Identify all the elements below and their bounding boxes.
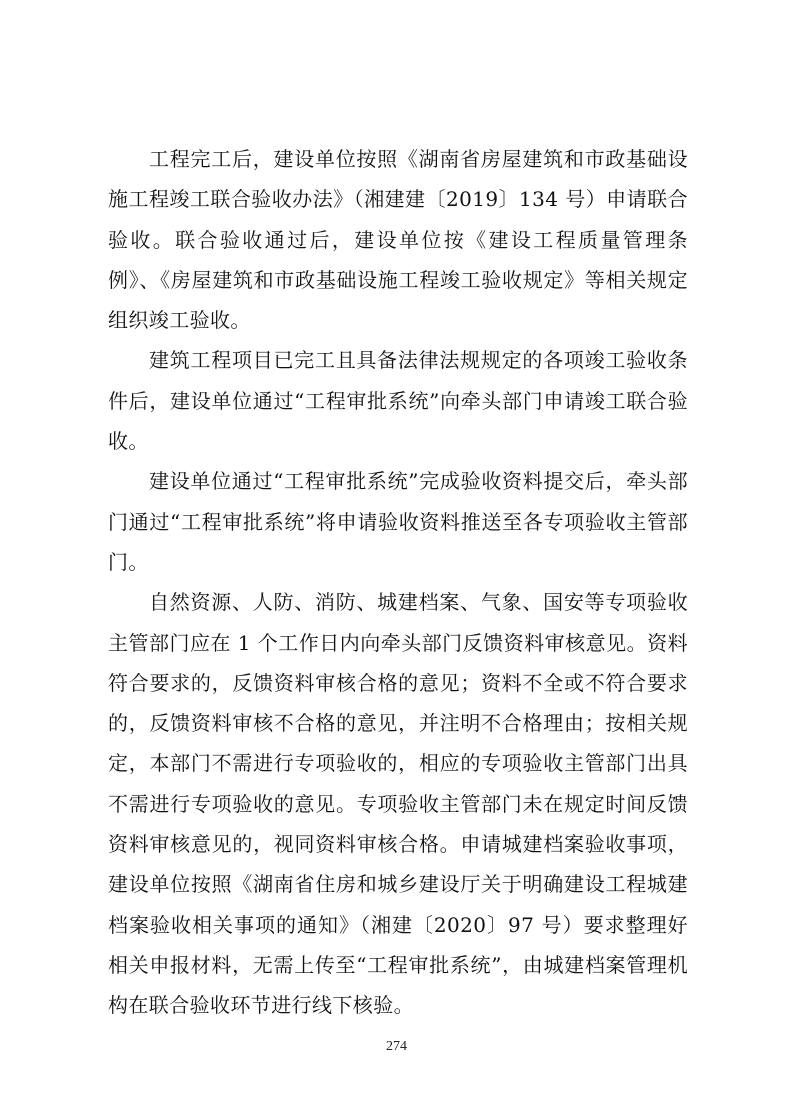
paragraph-4: 自然资源、人防、消防、城建档案、气象、国安等专项验收主管部门应在 1 个工作日内向牵头部门反馈资料审核意见。资料符合要求的，反馈资料审核合格的意见；资料不全或不符合要求的，反馈资料审核不合格的意见，并注明不合格理由；按相关规定，本部门不需进行专项验收的，相应的专项验收主管部门出具不需进行专项验收的意见。专项验收主管部门未在规定时间反馈资料审核意见的，视同资料审核合格。申请城建档案验收事项，建设单位按照《湖南省住房和城乡建设厅关于明确建设工程城建档案验收相关事项的通知》（湘建〔2020〕97 号）要求整理好相关申报材料，无需上传至“工程审批系统”，由城建档案管理机构在联合验收环节进行线下核验。 — [108, 590, 688, 1018]
page-number: 274 — [386, 1039, 407, 1054]
paragraph-1: 工程完工后，建设单位按照《湖南省房屋建筑和市政基础设施工程竣工联合验收办法》（湘建建〔2019〕134 号）申请联合验收。联合验收通过后，建设单位按《建设工程质量管理条例》、《房屋建筑和市政基础设施工程竣工验收规定》等相关规定组织竣工验收。 — [108, 147, 688, 333]
paragraph-2: 建筑工程项目已完工且具备法律法规规定的各项竣工验收条件后，建设单位通过“工程审批系统”向牵头部门申请竣工联合验收。 — [108, 348, 688, 454]
paragraph-3: 建设单位通过“工程审批系统”完成验收资料提交后，牵头部门通过“工程审批系统”将申请验收资料推送至各专项验收主管部门。 — [108, 469, 688, 574]
document-body — [108, 139, 688, 1026]
